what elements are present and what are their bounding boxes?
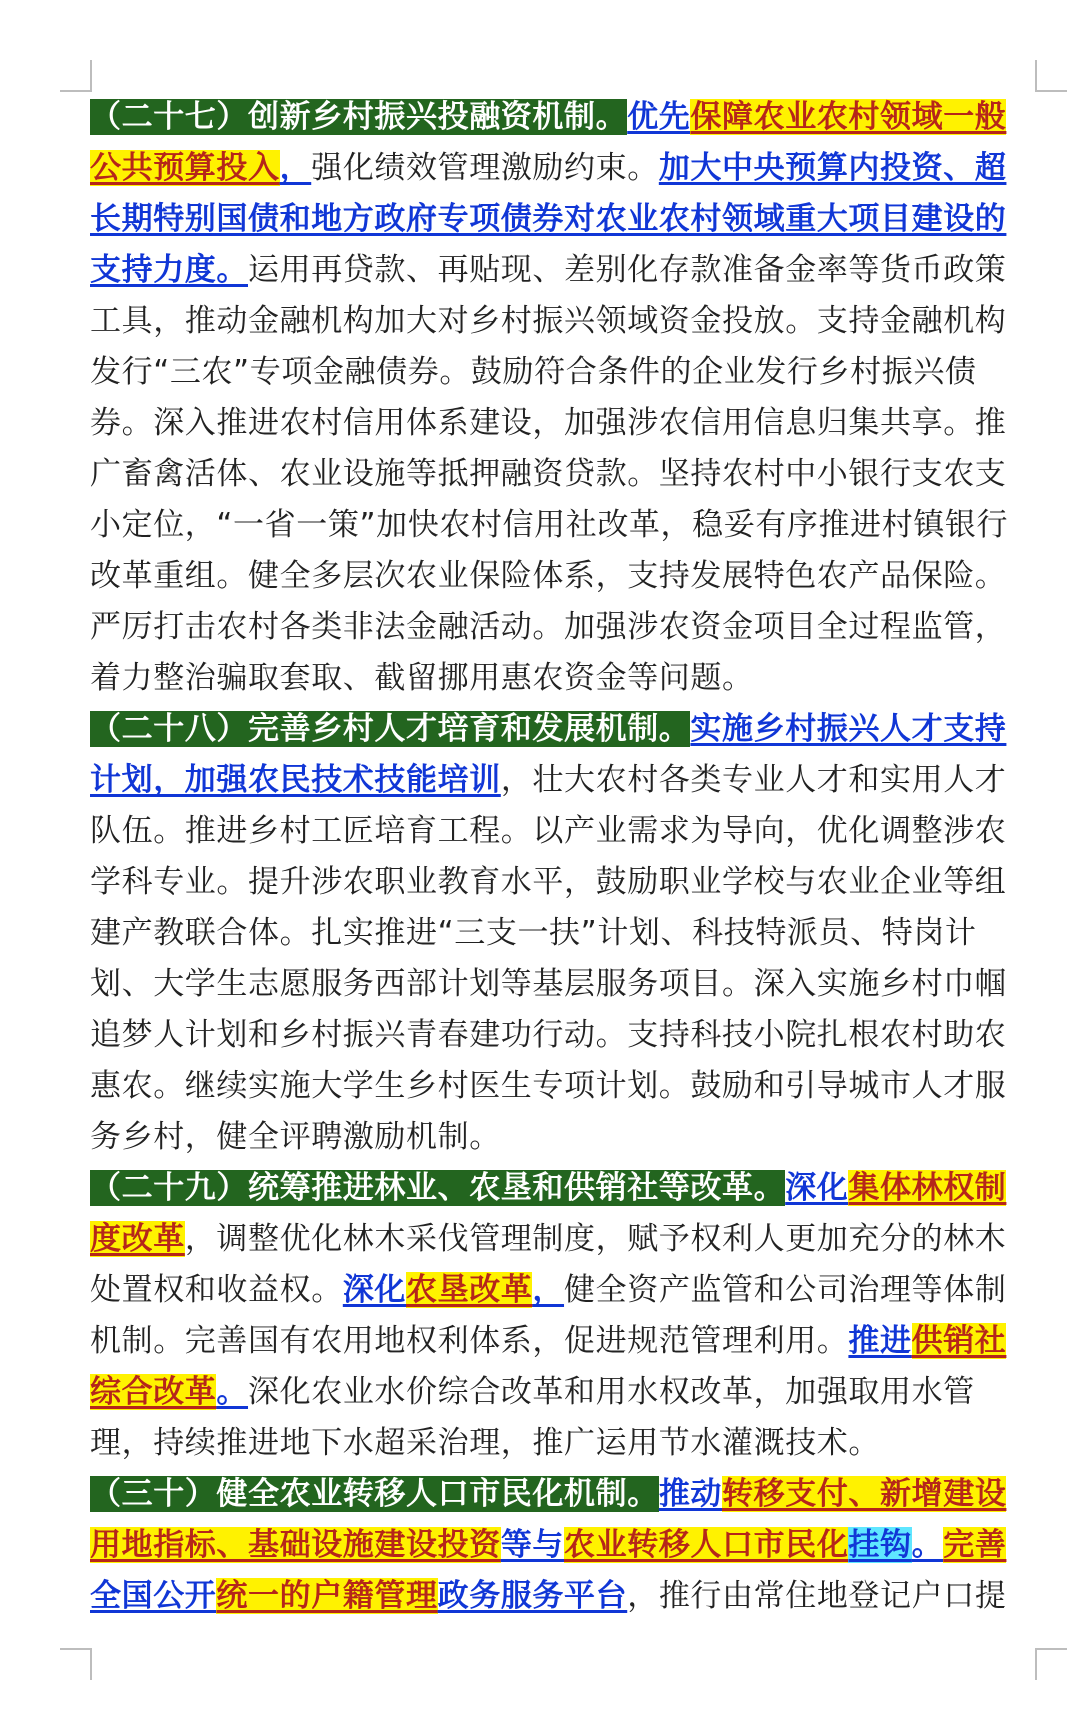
emphasis-text: 推动 xyxy=(658,1476,723,1512)
emphasis-text: 政务服务平台 xyxy=(437,1578,628,1614)
document-body xyxy=(90,92,1035,1622)
emphasis-text: 。 xyxy=(911,1527,944,1563)
body-text: 强化绩效管理激励约束。 xyxy=(311,150,659,186)
body-text: 深化农业水价综合改革和用水权改革，加强取用水管理，持续推进地下水超采治理，推广运用节水灌溉技术。 xyxy=(90,1374,975,1461)
emphasis-text: 优先 xyxy=(627,99,691,135)
page-corner-mark-bottom-right xyxy=(1035,1648,1067,1680)
page-corner-mark-top-left xyxy=(60,60,92,92)
section-heading: （三十）健全农业转移人口市民化机制。 xyxy=(90,1476,659,1512)
page-corner-mark-bottom-left xyxy=(60,1648,92,1680)
body-text: 健全资产监管和公司治理等体制机制。完善国有农用地权利体系，促进规范管理利用。 xyxy=(90,1272,1007,1359)
highlighted-text: 统一的户籍管理 xyxy=(216,1578,438,1614)
body-text: 运用再贷款、再贴现、差别化存款准备金率等货币政策工具，推动金融机构加大对乡村振兴领域资金投放。支持金融机构发行“三农”专项金融债券。鼓励符合条件的企业发行乡村振兴债券。深入推进农村信用体系建设，加强涉农信用信息归集共享。推广畜禽活体、农业设施等抵押融资贷款。坚持农村中小银行支农支小定位，“一省一策”加快农村信用社改革，稳妥有序推进村镇银行改革重组。健全多层次农业保险体系，支持发展特色农产品保险。严厉打击农村各类非法金融活动。加强涉农资金项目全过程监管，着力整治骗取套取、截留挪用惠农资金等问题。 xyxy=(90,252,1009,696)
highlighted-text: 集体林权制度改革 xyxy=(90,1170,1007,1257)
emphasis-text: 实施乡村振兴人才支持计划，加强农民技术技能培训 xyxy=(90,711,1007,798)
cyan-highlighted-text: 挂钩 xyxy=(848,1527,912,1563)
emphasis-text: 加大中央预算内投资、超长期特别国债和地方政府专项债券对农业农村领域重大项目建设的支持力度。 xyxy=(90,150,1007,288)
section-heading: （二十八）完善乡村人才培育和发展机制。 xyxy=(90,711,691,747)
highlighted-text: 保障农业农村领域一般公共预算投入 xyxy=(90,99,1007,186)
section-heading: （二十七）创新乡村振兴投融资机制。 xyxy=(90,99,628,135)
body-text: ，壮大农村各类专业人才和实用人才队伍。推进乡村工匠培育工程。以产业需求为导向，优化调整涉农学科专业。提升涉农职业教育水平，鼓励职业学校与农业企业等组建产教联合体。扎实推进“三支一扶”计划、科技特派员、特岗计划、大学生志愿服务西部计划等基层服务项目。深入实施乡村巾帼追梦人计划和乡村振兴青春建功行动。支持科技小院扎根农村助农惠农。继续实施大学生乡村医生专项计划。鼓励和引导城市人才服务乡村，健全评聘激励机制。 xyxy=(90,762,1007,1155)
emphasis-text: 深化 xyxy=(342,1272,407,1308)
section-29 xyxy=(90,1163,1035,1469)
body-text: ，推行由常住地登记户口提 xyxy=(627,1578,1007,1614)
section-heading: （二十九）统筹推进林业、农垦和供销社等改革。 xyxy=(90,1170,786,1206)
section-27 xyxy=(90,92,1035,704)
section-28 xyxy=(90,704,1035,1163)
highlighted-text: 农垦改革 xyxy=(406,1272,533,1308)
body-text: ，调整优化林木采伐管理制度，赋予权利人更加充分的林木处置权和收益权。 xyxy=(90,1221,1007,1308)
emphasis-text: 深化 xyxy=(785,1170,849,1206)
highlighted-text: 农业转移人口市民化 xyxy=(564,1527,849,1563)
section-30 xyxy=(90,1469,1035,1622)
emphasis-text: 全国公开 xyxy=(90,1578,217,1614)
emphasis-text: 推进 xyxy=(848,1323,912,1359)
emphasis-text: 等与 xyxy=(500,1527,565,1563)
page-corner-mark-top-right xyxy=(1035,60,1067,92)
emphasis-text: ， xyxy=(532,1272,565,1308)
emphasis-text: 。 xyxy=(216,1374,249,1410)
emphasis-text: ， xyxy=(279,150,312,186)
highlighted-text: 完善 xyxy=(943,1527,1007,1563)
highlighted-text: 转移支付、新增建设用地指标、基础设施建设投资 xyxy=(90,1476,1007,1563)
highlighted-text: 供销社综合改革 xyxy=(90,1323,1007,1410)
